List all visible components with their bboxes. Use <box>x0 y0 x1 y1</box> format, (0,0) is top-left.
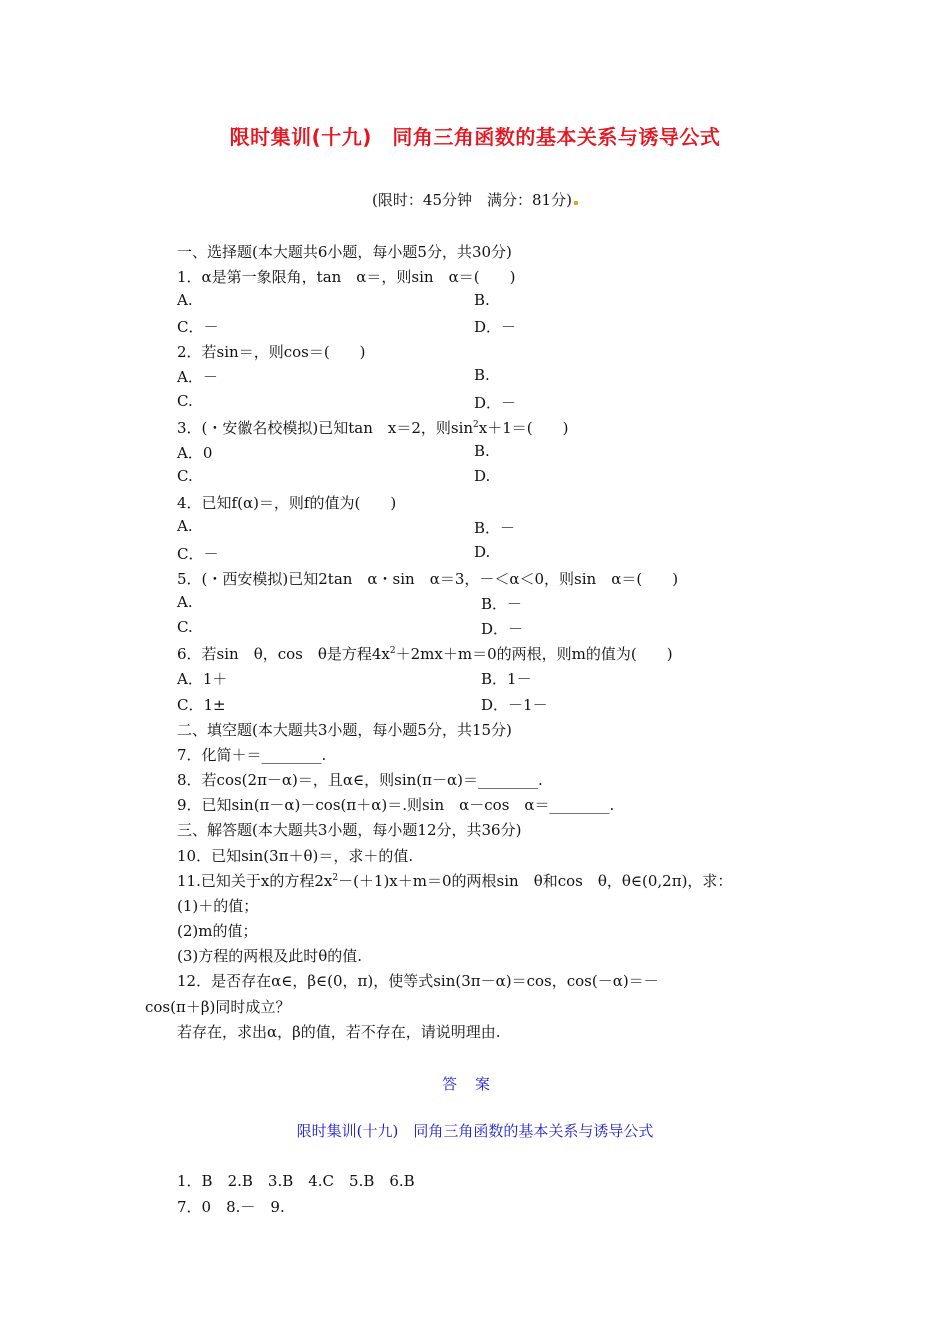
q4-option-b: B．－ <box>474 519 516 537</box>
question-11 <box>177 870 732 891</box>
question-4: 4．已知f(α)＝，则f的值为( ) <box>177 494 397 512</box>
question-11-part-3: (3)方程的两根及此时θ的值. <box>177 947 363 965</box>
q3-option-c: C. <box>177 467 193 485</box>
question-12-line-2: cos(π＋β)同时成立？ <box>145 998 291 1016</box>
question-11-part-1: (1)＋的值； <box>177 897 259 915</box>
q4-option-a: A. <box>177 517 193 535</box>
q4-option-c: C．－ <box>177 545 219 563</box>
q3-option-a: A．0 <box>177 444 213 462</box>
marker-dot <box>574 201 578 205</box>
q2-option-d: D．－ <box>474 394 517 412</box>
section-fill-heading: 二、填空题(本大题共3小题，每小题5分，共15分) <box>177 721 512 739</box>
q11-text-post: －(＋1)x＋m＝0的两根sin θ和cos θ，θ∈(0,2π)，求： <box>338 872 733 890</box>
time-limit-subtitle <box>0 189 950 210</box>
question-6 <box>177 643 673 664</box>
q6-text-pre: 6．若sin θ，cos θ是方程4x <box>177 645 390 663</box>
question-8: 8．若cos(2π－α)＝，且α∈，则sin(π－α)＝________. <box>177 771 543 789</box>
q6-exponent: 2 <box>389 646 396 656</box>
q1-option-b: B. <box>474 291 490 309</box>
q6-option-a: A．1＋ <box>177 670 228 688</box>
question-10: 10．已知sin(3π＋θ)＝，求＋的值. <box>177 847 414 865</box>
q5-option-a: A. <box>177 593 193 611</box>
q2-option-c: C. <box>177 392 193 410</box>
q2-option-a: A．－ <box>177 368 218 386</box>
q3-option-b: B. <box>474 442 490 460</box>
question-11-part-2: (2)m的值； <box>177 922 258 940</box>
q6-option-c: C．1± <box>177 696 226 714</box>
answer-heading: 答案 <box>441 1075 508 1093</box>
q1-option-d: D．－ <box>474 318 517 336</box>
question-5: 5．(・西安模拟)已知2tan α・sin α＝3，－＜α＜0，则sin α＝( ) <box>177 570 679 588</box>
answers-row-1: 1．B 2.B 3.B 4.C 5.B 6.B <box>177 1172 415 1190</box>
section-choice-heading: 一、选择题(本大题共6小题，每小题5分，共30分) <box>177 243 512 261</box>
q4-option-d: D. <box>474 543 491 561</box>
q5-option-b: B．－ <box>481 595 523 613</box>
q11-text-pre: 11.已知关于x的方程2x <box>177 872 333 890</box>
q3-text-post: x＋1＝( ) <box>478 419 569 437</box>
page-title: 限时集训(十九) 同角三角函数的基本关系与诱导公式 <box>229 125 721 149</box>
q6-option-b: B．1－ <box>481 670 532 688</box>
question-1: 1．α是第一象限角，tan α＝，则sin α＝( ) <box>177 268 516 286</box>
question-2: 2．若sin＝，则cos＝( ) <box>177 343 366 361</box>
question-12-line-3: 若存在，求出α，β的值，若不存在，请说明理由. <box>177 1023 501 1041</box>
q6-text-post: ＋2mx＋m＝0的两根，则m的值为( ) <box>395 645 673 663</box>
answers-row-2: 7．0 8.－ 9. <box>177 1198 285 1216</box>
q3-option-d: D. <box>474 467 491 485</box>
question-3 <box>177 417 569 438</box>
question-7: 7．化简＋＝________. <box>177 746 327 764</box>
question-9: 9．已知sin(π－α)－cos(π＋α)＝.则sin α－cos α＝________. <box>177 796 615 814</box>
q2-option-b: B. <box>474 366 490 384</box>
q5-option-c: C. <box>177 618 193 636</box>
answer-section-title: 限时集训(十九) 同角三角函数的基本关系与诱导公式 <box>296 1122 654 1140</box>
q11-exponent: 2 <box>332 873 339 883</box>
q3-exponent: 2 <box>473 420 479 430</box>
q3-text-pre: 3．(・安徽名校模拟)已知tan x＝2，则sin <box>177 419 474 437</box>
q1-option-a: A. <box>177 291 193 309</box>
q1-option-c: C．－ <box>177 318 219 336</box>
section-solve-heading: 三、解答题(本大题共3小题，每小题12分，共36分) <box>177 821 522 839</box>
q6-option-d: D．－1－ <box>481 696 548 714</box>
question-12-line-1: 12．是否存在α∈，β∈(0，π)，使等式sin(3π－α)＝cos，cos(－α)＝－ <box>177 972 659 990</box>
subtitle-text: (限时：45分钟 满分：81分) <box>372 191 572 209</box>
q5-option-d: D．－ <box>481 620 524 638</box>
